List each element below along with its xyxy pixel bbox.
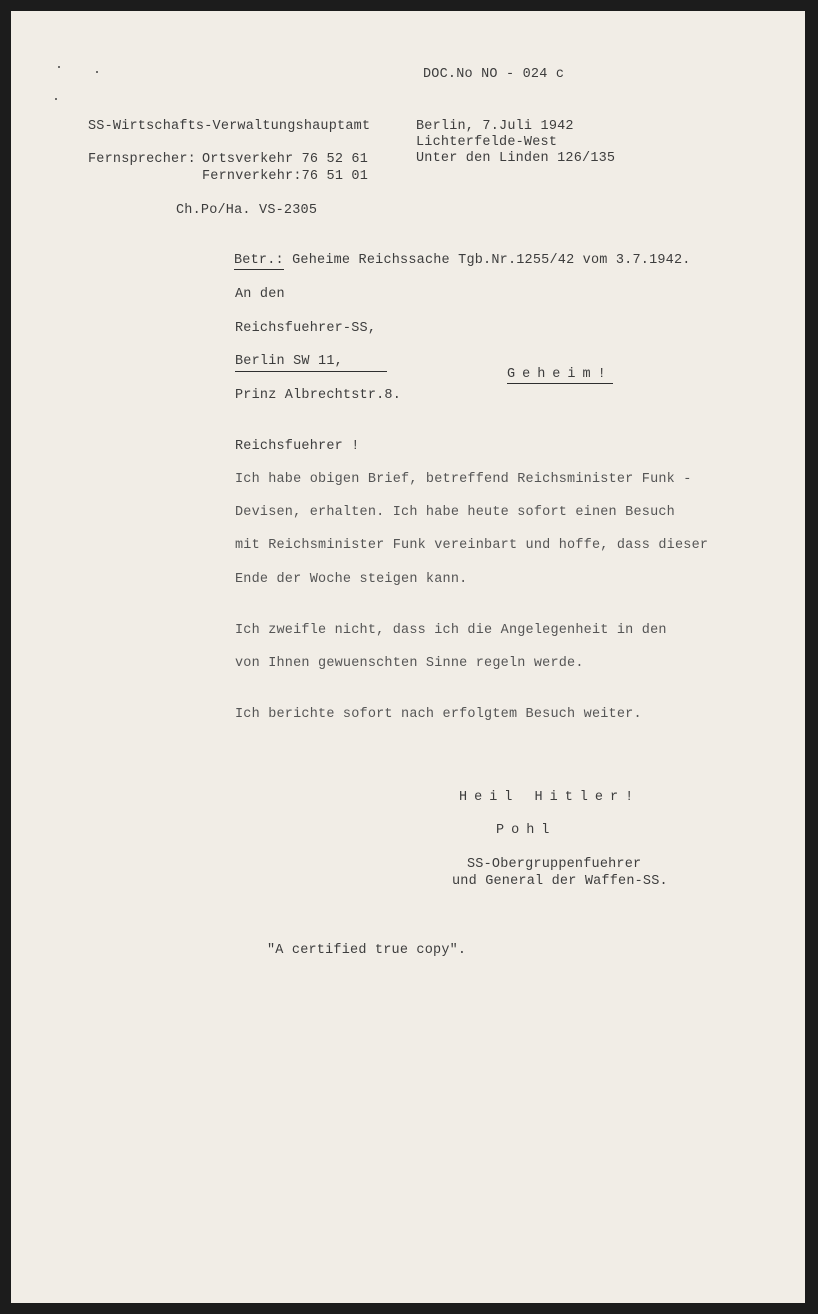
subject-line [234,253,691,269]
phone-label: Fernsprecher: [88,152,196,167]
reference-code: Ch.Po/Ha. VS-2305 [176,203,318,218]
signatory-rank: SS-Obergruppenfuehrer [467,857,642,872]
signatory-title: und General der Waffen-SS. [452,874,668,889]
body-line: mit Reichsminister Funk vereinbart und hoffe, dass dieser [235,538,709,553]
body-line: Ende der Woche steigen kann. [235,572,468,587]
signatory-name: Pohl [496,823,557,838]
recipient-line-1: An den [235,287,285,302]
district-line: Lichterfelde-West [416,135,558,150]
closing-greeting: Heil Hitler! [459,790,641,805]
certification-note: "A certified true copy". [267,943,467,958]
date-line: Berlin, 7.Juli 1942 [416,119,574,134]
salutation: Reichsfuehrer ! [235,439,360,454]
classification-stamp [507,367,613,383]
body-line: Ich habe obigen Brief, betreffend Reichsminister Funk - [235,472,692,487]
body-line: Ich berichte sofort nach erfolgtem Besuch weiter. [235,707,642,722]
body-line: Devisen, erhalten. Ich habe heute sofort einen Besuch [235,505,675,520]
doc-number: DOC.No NO - 024 c [423,67,565,82]
subject-text: Geheime Reichssache Tgb.Nr.1255/42 vom 3.7.1942. [292,253,691,268]
body-line: Ich zweifle nicht, dass ich die Angelegenheit in den [235,623,667,638]
subject-label: Betr.: [234,253,284,268]
margin-mark [58,66,60,68]
sender-office: SS-Wirtschafts-Verwaltungshauptamt [88,119,371,134]
margin-mark [96,71,98,73]
phone-long: Fernverkehr:76 51 01 [202,169,369,184]
recipient-city: Berlin SW 11, [235,354,387,372]
body-line: von Ihnen gewuenschten Sinne regeln werde. [235,656,584,671]
recipient-line-2: Reichsfuehrer-SS, [235,321,377,336]
recipient-line-3 [235,354,387,372]
recipient-line-4: Prinz Albrechtstr.8. [235,388,402,403]
street-line: Unter den Linden 126/135 [416,151,616,166]
document-page [11,11,805,1303]
phone-local: Ortsverkehr 76 52 61 [202,152,369,167]
margin-mark [55,98,57,100]
classification-text: Geheim! [507,367,613,382]
